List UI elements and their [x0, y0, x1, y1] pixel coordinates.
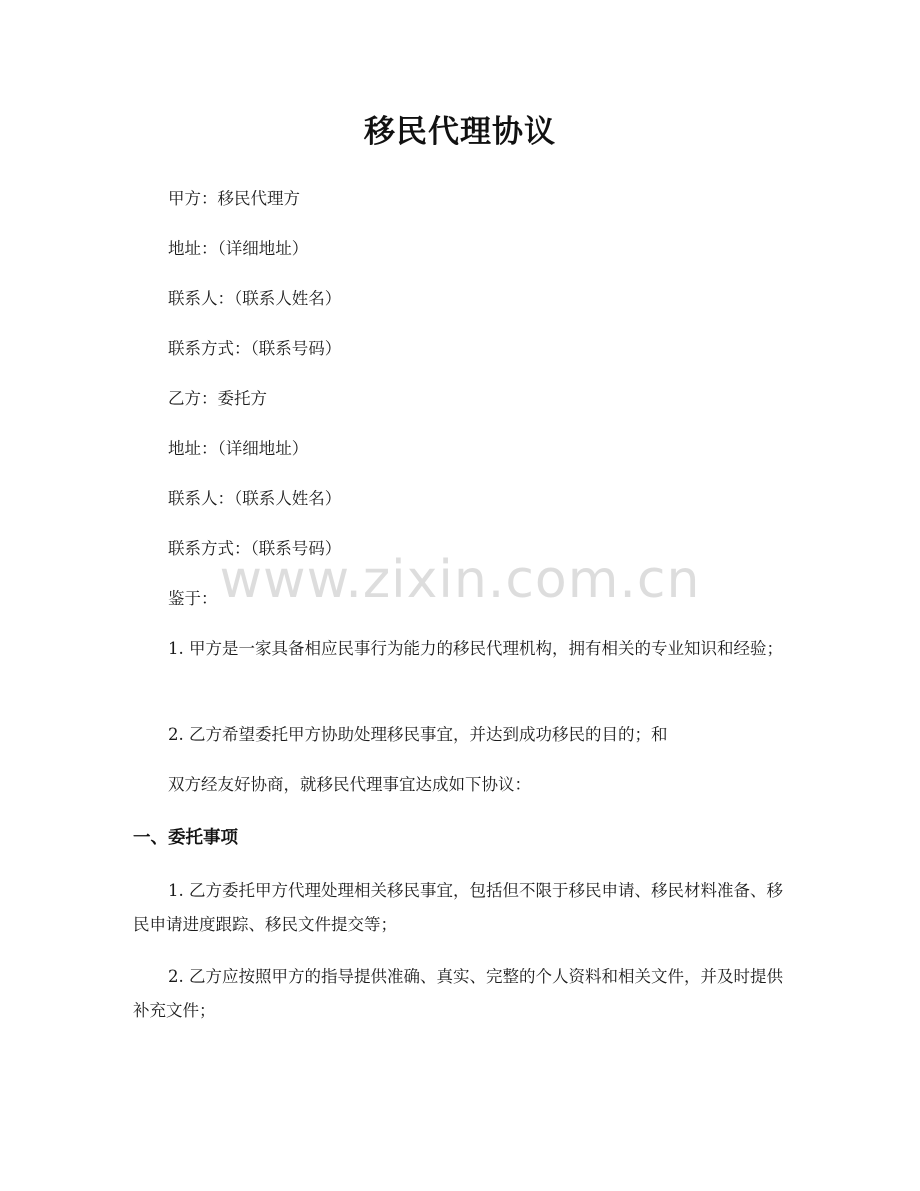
party-b-address: 地址：（详细地址） [168, 439, 309, 458]
party-a-phone: 联系方式：（联系号码） [168, 339, 342, 358]
party-b-name: 乙方：委托方 [168, 389, 267, 408]
party-a-address: 地址：（详细地址） [168, 239, 309, 258]
agreement-intro: 双方经友好协商，就移民代理事宜达成如下协议： [168, 775, 531, 794]
whereas-item-2: 2. 乙方希望委托甲方协助处理移民事宜，并达到成功移民的目的；和 [168, 725, 668, 744]
whereas-item-1: 1. 甲方是一家具备相应民事行为能力的移民代理机构，拥有相关的专业知识和经验； [168, 639, 783, 658]
party-b-phone: 联系方式：（联系号码） [168, 539, 342, 558]
section-1-item-2: 2. 乙方应按照甲方的指导提供准确、真实、完整的个人资料和相关文件，并及时提供补充文件； [133, 967, 783, 1020]
watermark: www.zixin.com.cn [219, 550, 701, 610]
document-title: 移民代理协议 [364, 114, 556, 150]
party-b-contact: 联系人：（联系人姓名） [168, 489, 342, 508]
whereas-label: 鉴于： [168, 589, 218, 608]
section-1-item-1: 1. 乙方委托甲方代理处理相关移民事宜，包括但不限于移民申请、移民材料准备、移民申请进度跟踪、移民文件提交等； [133, 881, 783, 934]
section-heading-entrusted-matters: 一、委托事项 [133, 828, 238, 848]
party-a-name: 甲方：移民代理方 [168, 189, 300, 208]
party-a-contact: 联系人：（联系人姓名） [168, 289, 342, 308]
